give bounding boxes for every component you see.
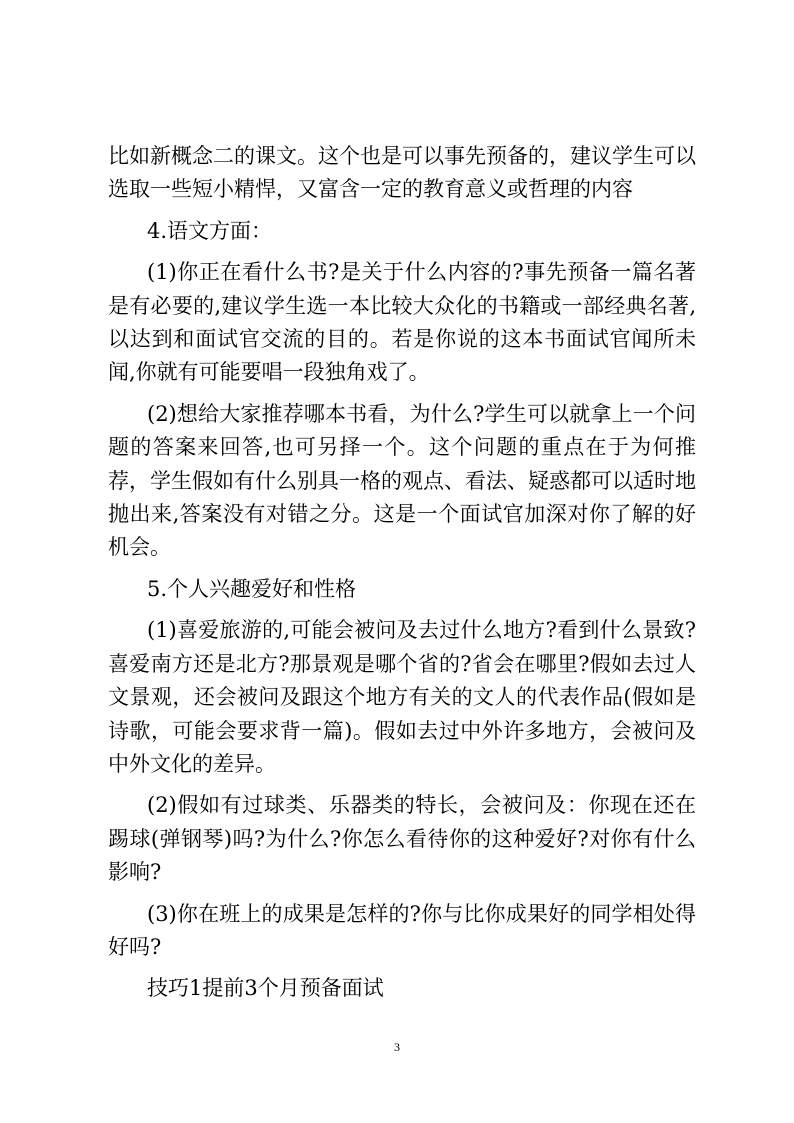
section-heading-interests: 5.个人兴趣爱好和性格	[147, 576, 357, 601]
paragraph-intro-continuation: 比如新概念二的课文。这个也是可以事先预备的，建议学生可以选取一些短小精悍，又富含一定的教育意义或哲理的内容	[108, 144, 696, 202]
paragraph-interests-q1: (1)喜爱旅游的,可能会被问及去过什么地方?看到什么景致?喜爱南方还是北方?那景观是哪个省的?省会在哪里?假如去过人文景观，还会被问及跟这个地方有关的文人的代表作品(假如是诗歌，可能会要求背一篇)。假如去过中外许多地方，会被问及中外文化的差异。	[108, 618, 696, 776]
document-body	[108, 140, 696, 1014]
page-number: 3	[394, 1040, 400, 1054]
paragraph-interests-q3: (3)你在班上的成果是怎样的?你与比你成果好的同学相处得好吗?	[108, 901, 696, 959]
paragraph-chinese-q2: (2)想给大家推荐哪本书看，为什么?学生可以就拿上一个问题的答案来回答,也可另择一个。这个问题的重点在于为何推荐，学生假如有什么别具一格的观点、看法、疑惑都可以适时地抛出来,答案没有对错之分。这是一个面试官加深对你了解的好机会。	[108, 401, 696, 560]
paragraph-interests-q2: (2)假如有过球类、乐器类的特长，会被问及：你现在还在踢球(弹钢琴)吗?为什么?你怎么看待你的这种爱好?对你有什么影响?	[108, 793, 696, 885]
paragraph-chinese-q1: (1)你正在看什么书?是关于什么内容的?事先预备一篇名著是有必要的,建议学生选一本比较大众化的书籍或一部经典名著,以达到和面试官交流的目的。若是你说的这本书面试官闻所未闻,你就有可能要唱一段独角戏了。	[108, 260, 696, 385]
section-heading-chinese: 4.语文方面：	[147, 218, 273, 243]
paragraph-tip-heading: 技巧1提前3个月预备面试	[147, 976, 384, 1001]
